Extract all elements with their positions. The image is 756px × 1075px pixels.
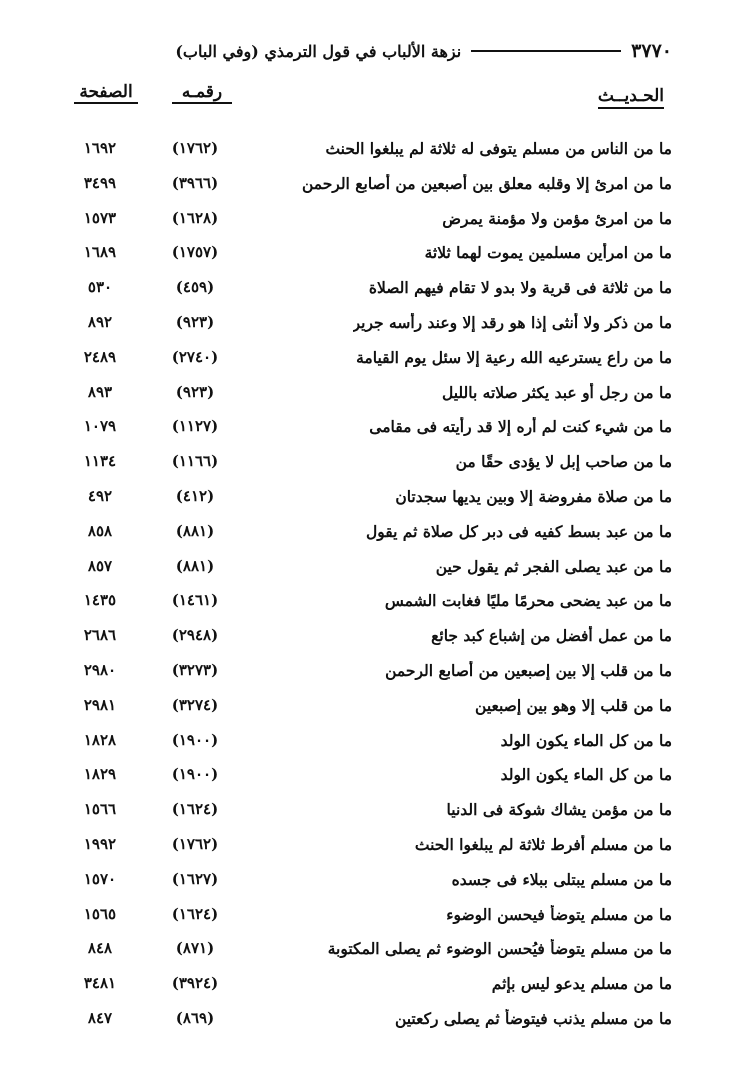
page-ref: ٨٩٣ — [87, 382, 113, 401]
table-row — [60, 903, 672, 938]
hadith-text: ما من عبد بسط كفيه فى دبر كل صلاة ثم يقول — [365, 521, 672, 541]
column-header-number: رقمـه — [172, 82, 232, 104]
table-row — [60, 729, 672, 764]
hadith-number: (٣٩٢٤) — [171, 974, 219, 993]
page-ref: ١٨٢٩ — [83, 765, 117, 784]
hadith-text: ما من ثلاثة فى قرية ولا بدو لا تقام فيهم الصلاة — [368, 278, 672, 298]
hadith-number: (١٦٢٤) — [171, 800, 219, 819]
page-ref: ٥٣٠ — [87, 278, 113, 297]
page-ref: ٨٥٧ — [87, 556, 113, 575]
hadith-number: (١٧٥٧) — [171, 243, 219, 262]
hadith-number: (٩٢٣) — [175, 382, 215, 401]
page-ref: ١٩٩٢ — [83, 834, 117, 853]
hadith-number: (١٩٠٠) — [171, 765, 219, 784]
table-row — [60, 868, 672, 903]
hadith-number: (٢٩٤٨) — [171, 626, 219, 645]
hadith-number: (١٧٦٢) — [171, 139, 219, 157]
hadith-number: (١١٢٧) — [171, 417, 219, 436]
page-ref: ١٥٧٠ — [83, 869, 117, 888]
hadith-text: ما من امرئ مؤمن ولا مؤمنة يمرض — [442, 208, 672, 228]
page-ref: ١٤٣٥ — [83, 591, 117, 610]
table-row — [60, 694, 672, 729]
page-ref: ٣٤٨١ — [83, 974, 117, 993]
page-ref: ١٦٨٩ — [83, 243, 117, 262]
hadith-number: (٨٨١) — [175, 556, 215, 575]
page-ref: ٢٩٨١ — [83, 695, 117, 714]
table-row — [60, 763, 672, 798]
hadith-text: ما من قلب إلا بين إصبعين من أصابع الرحمن — [385, 660, 672, 680]
page-ref: ٣٤٩٩ — [83, 173, 117, 192]
hadith-text: ما من عمل أفضل من إشباع كبد جائع — [431, 626, 672, 646]
hadith-text: ما من مسلم يدعو ليس بإثم — [491, 974, 672, 994]
hadith-number: (٢٧٤٠) — [171, 347, 219, 366]
table-row — [60, 276, 672, 311]
page-ref: ١١٣٤ — [83, 452, 117, 471]
page-ref: ١٥٧٣ — [83, 208, 117, 227]
hadith-number: (١١٦٦) — [171, 452, 219, 471]
table-row — [60, 241, 672, 276]
table-row — [60, 937, 672, 972]
hadith-number: (٣٢٧٣) — [171, 660, 219, 679]
hadith-text: ما من عبد يصلى الفجر ثم يقول حين — [435, 556, 672, 576]
hadith-text: ما من شيء كنت لم أره إلا قد رأيته فى مقامى — [369, 417, 672, 437]
table-row — [60, 589, 672, 624]
table-row — [60, 798, 672, 833]
table-row — [60, 659, 672, 694]
hadith-number: (٣٩٦٦) — [171, 173, 219, 192]
hadith-number: (٤٥٩) — [175, 278, 215, 297]
hadith-text: ما من مسلم يتوضأ فيُحسن الوضوء ثم يصلى المكتوبة — [327, 939, 672, 959]
table-row — [60, 415, 672, 450]
hadith-number: (٩٢٣) — [175, 312, 215, 331]
page-ref: ٤٩٢ — [87, 486, 113, 505]
hadith-text: ما من صلاة مفروضة إلا وبين يديها سجدتان — [395, 486, 672, 506]
hadith-text: ما من عبد يضحى محرمًا مليًا فغابت الشمس — [384, 591, 672, 611]
column-header-page: الصفحة — [74, 82, 138, 104]
column-headers — [60, 82, 672, 112]
table-row — [60, 172, 672, 207]
page-ref: ٨٤٨ — [87, 939, 113, 958]
hadith-text: ما من مسلم يتوضأ فيحسن الوضوء — [446, 904, 672, 924]
table-row — [60, 555, 672, 590]
table-row — [60, 207, 672, 242]
hadith-number: (١٤٦١) — [171, 591, 219, 610]
page-ref: ١٨٢٨ — [83, 730, 117, 749]
table-row — [60, 346, 672, 381]
page-ref: ٢٦٨٦ — [83, 626, 117, 645]
hadith-text: ما من الناس من مسلم يتوفى له ثلاثة لم يبلغوا الحنث — [325, 139, 672, 158]
hadith-number: (١٦٢٤) — [171, 904, 219, 923]
hadith-number: (٣٢٧٤) — [171, 695, 219, 714]
hadith-number: (٤١٢) — [175, 486, 215, 505]
hadith-text: ما من كل الماء يكون الولد — [500, 730, 672, 750]
table-row — [60, 137, 672, 172]
hadith-index-list — [60, 137, 672, 1042]
hadith-text: ما من رجل أو عبد يكثر صلاته بالليل — [441, 382, 672, 402]
running-head — [60, 36, 672, 66]
hadith-text: ما من قلب إلا وهو بين إصبعين — [475, 695, 672, 715]
hadith-text: ما من راع يسترعيه الله رعية إلا سئل يوم القيامة — [356, 347, 672, 367]
page-number: ٣٧٧٠ — [631, 40, 672, 62]
page-ref: ١٠٧٩ — [83, 417, 117, 436]
page-ref: ٨٤٧ — [87, 1008, 113, 1027]
table-row — [60, 381, 672, 416]
table-row — [60, 624, 672, 659]
page-ref: ١٥٦٥ — [83, 904, 117, 923]
table-row — [60, 972, 672, 1007]
hadith-text: ما من مؤمن يشاك شوكة فى الدنيا — [446, 800, 672, 820]
hadith-number: (٨٧١) — [175, 939, 215, 958]
hadith-text: ما من مسلم يبتلى ببلاء فى جسده — [451, 869, 672, 889]
page-ref: ٨٩٢ — [87, 312, 113, 331]
hadith-text: ما من كل الماء يكون الولد — [500, 765, 672, 785]
table-row — [60, 1007, 672, 1042]
table-row — [60, 520, 672, 555]
page-ref: ١٦٩٢ — [83, 139, 117, 157]
column-header-hadith: الحـديــث — [598, 86, 664, 109]
hadith-text: ما من امرئ إلا وقلبه معلق بين أصبعين من أصابع الرحمن — [301, 173, 672, 193]
hadith-number: (١٩٠٠) — [171, 730, 219, 749]
table-row — [60, 450, 672, 485]
header-rule — [471, 50, 621, 52]
hadith-text: ما من صاحب إبل لا يؤدى حقًا من — [455, 452, 672, 472]
page-ref: ١٥٦٦ — [83, 800, 117, 819]
hadith-number: (٨٦٩) — [175, 1008, 215, 1027]
hadith-text: ما من امرأين مسلمين يموت لهما ثلاثة — [424, 243, 672, 263]
hadith-number: (١٧٦٢) — [171, 834, 219, 853]
hadith-number: (٨٨١) — [175, 521, 215, 540]
table-row — [60, 485, 672, 520]
page-ref: ٢٩٨٠ — [83, 660, 117, 679]
hadith-text: ما من ذكر ولا أنثى إذا هو رقد إلا وعند رأسه جرير — [352, 312, 672, 332]
hadith-text: ما من مسلم أفرط ثلاثة لم يبلغوا الحنث — [414, 834, 672, 854]
hadith-number: (١٦٢٧) — [171, 869, 219, 888]
hadith-number: (١٦٢٨) — [171, 208, 219, 227]
hadith-text: ما من مسلم يذنب فيتوضأ ثم يصلى ركعتين — [394, 1008, 672, 1028]
page-ref: ٢٤٨٩ — [83, 347, 117, 366]
page-ref: ٨٥٨ — [87, 521, 113, 540]
table-row — [60, 833, 672, 868]
book-title: نزهة الألباب في قول الترمذي (وفي الباب) — [175, 41, 462, 61]
table-row — [60, 311, 672, 346]
